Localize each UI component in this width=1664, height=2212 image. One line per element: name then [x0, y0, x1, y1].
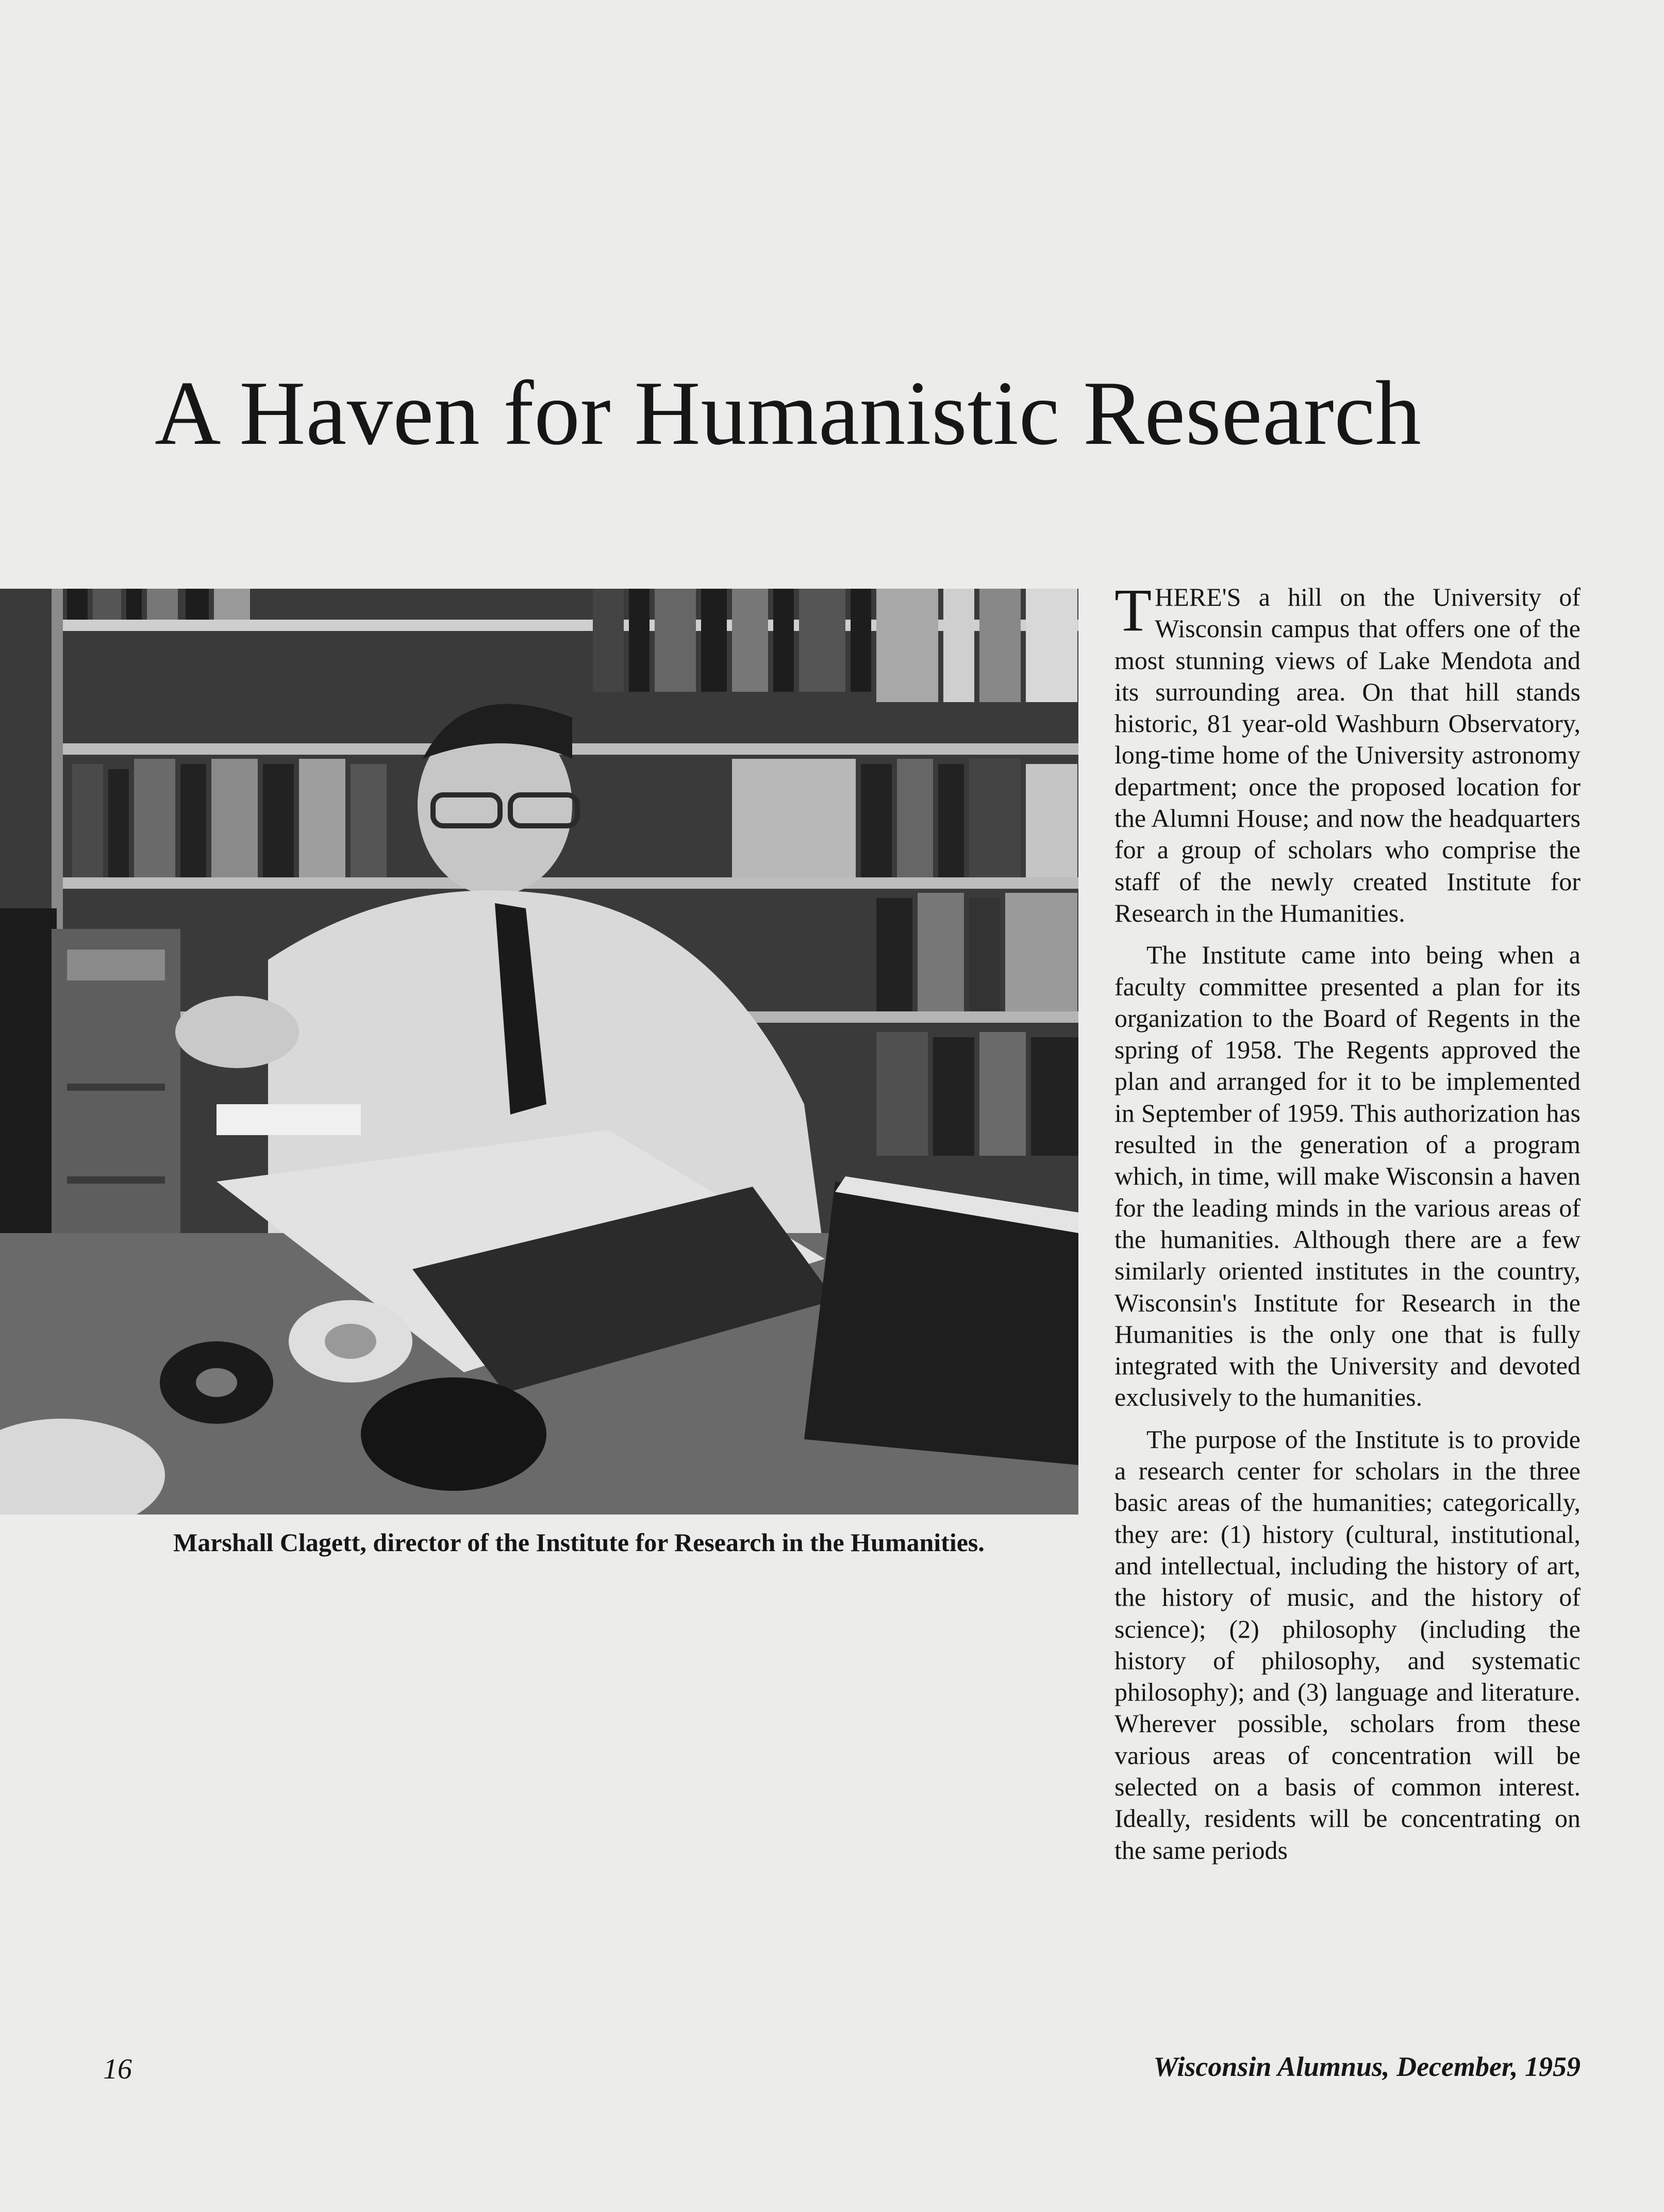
article-body: [1114, 576, 1580, 1876]
paragraph-1-text: HERE'S a hill on the University of Wisconsin campus that offers one of the most stunning views of Lake Mendota and its surrounding area. On that hill stands historic, 81 year-old Washburn Observatory, long-time home of the University astronomy department; once the proposed location for the Alumni House; and now the headquarters for a group of scholars who comprise the staff of the newly created Institute for Research in the Humanities.: [1114, 583, 1580, 927]
article-paragraph-2: The Institute came into being when a faculty committee presented a plan for its organization to the Board of Regents in the spring of 1958. The Regents approved the plan and arranged for it to be implemented in September of 1959. This authorization has resulted in the generation of a program which, in time, will make Wisconsin a haven for the leading minds in the various areas of the humanities. Although there are a few similarly oriented institutes in the country, Wisconsin's Institute for Research in the Humanities is the only one that is fully integrated with the University and devoted exclusively to the humanities.: [1114, 940, 1580, 1412]
page-number: 16: [103, 2053, 132, 2085]
article-paragraph-3: The purpose of the Institute is to provide a research center for scholars in the three basic areas of the humanities; categorically, they are: (1) history (cultural, institutional, and intellectual, including the history of art, the history of music, and the history of science); (2) philosophy (including the history of philosophy, and systematic philosophy); and (3) language and literature. Wherever possible, scholars from these various areas of concentration will be selected on a basis of common interest. Ideally, residents will be concentrating on the same periods: [1114, 1424, 1580, 1865]
article-photo: [0, 589, 1078, 1515]
article-paragraph-1: [1114, 576, 1580, 929]
article-title: A Haven for Humanistic Research: [155, 362, 1422, 464]
photo-illustration: [0, 589, 1078, 1515]
drop-cap: T: [1114, 576, 1152, 644]
publication-footer: Wisconsin Alumnus, December, 1959: [1153, 2051, 1580, 2082]
photo-caption: Marshall Clagett, director of the Institute for Research in the Humanities.: [173, 1528, 985, 1557]
